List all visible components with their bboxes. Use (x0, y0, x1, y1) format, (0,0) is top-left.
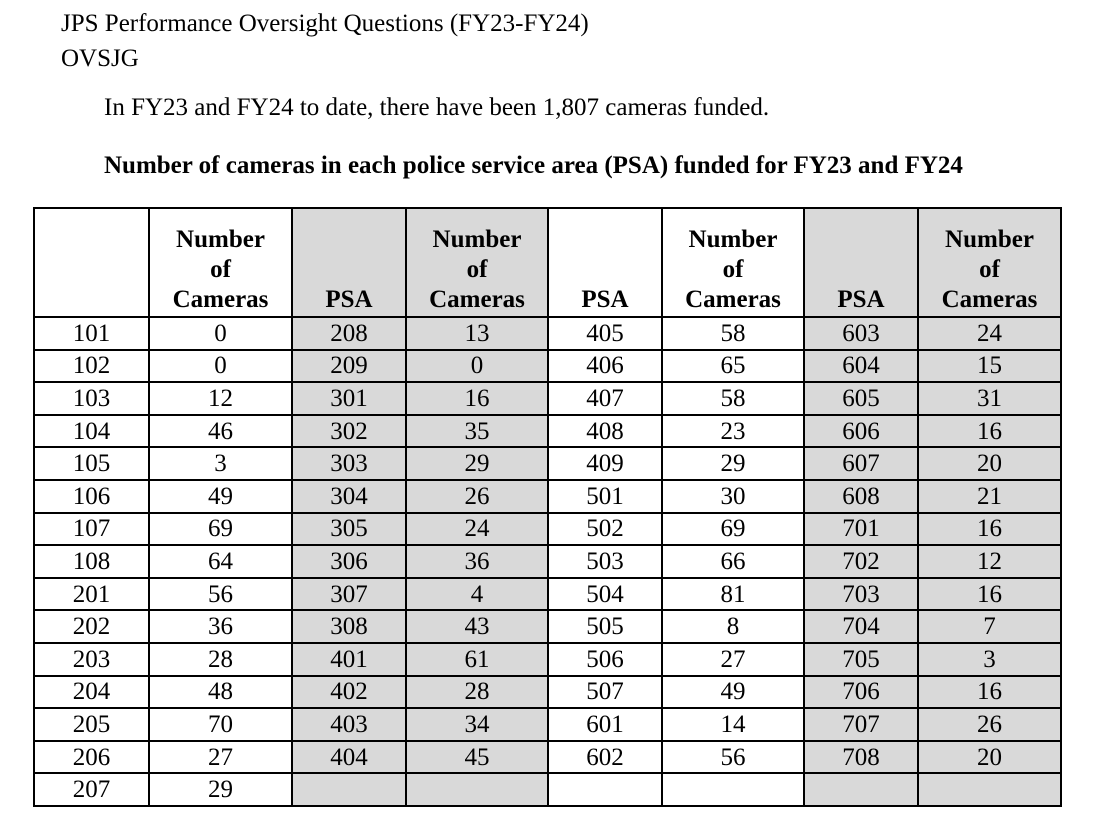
table-cell: 301 (292, 382, 406, 415)
header-cell: PSA (804, 208, 918, 317)
table-cell: 405 (548, 317, 662, 350)
table-cell: 306 (292, 545, 406, 578)
table-cell: 7 (918, 610, 1061, 643)
table-cell: 3 (918, 643, 1061, 676)
table-cell: 206 (34, 741, 149, 774)
table-cell: 106 (34, 480, 149, 513)
table-cell: 0 (149, 350, 292, 383)
intro-text: In FY23 and FY24 to date, there have been 1,807 cameras funded. (104, 94, 770, 121)
table-cell: 101 (34, 317, 149, 350)
table-cell: 202 (34, 610, 149, 643)
header-cell (34, 208, 149, 317)
table-cell: 69 (662, 513, 804, 546)
table-cell: 65 (662, 350, 804, 383)
table-cell: 605 (804, 382, 918, 415)
table-cell: 407 (548, 382, 662, 415)
header-cell: PSA (292, 208, 406, 317)
table-cell: 36 (149, 610, 292, 643)
document-title: JPS Performance Oversight Questions (FY23-FY24) (61, 10, 589, 37)
table-cell: 105 (34, 447, 149, 480)
table-cell: 66 (662, 545, 804, 578)
table-cell (804, 773, 918, 806)
table-cell: 208 (292, 317, 406, 350)
table-cell: 45 (406, 741, 548, 774)
table-cell: 606 (804, 415, 918, 448)
table-cell: 8 (662, 610, 804, 643)
table-body (34, 317, 1061, 806)
table-row (34, 317, 1061, 350)
table-cell: 16 (406, 382, 548, 415)
table-cell: 707 (804, 708, 918, 741)
table-cell: 81 (662, 578, 804, 611)
table-cell: 205 (34, 708, 149, 741)
table-cell: 102 (34, 350, 149, 383)
table-cell: 403 (292, 708, 406, 741)
table-cell: 14 (662, 708, 804, 741)
table-cell: 27 (662, 643, 804, 676)
table-cell: 29 (662, 447, 804, 480)
table-cell: 20 (918, 741, 1061, 774)
table-cell: 504 (548, 578, 662, 611)
table-cell (292, 773, 406, 806)
table-cell: 46 (149, 415, 292, 448)
table-cell: 307 (292, 578, 406, 611)
table-cell: 209 (292, 350, 406, 383)
table-cell: 303 (292, 447, 406, 480)
table-row (34, 773, 1061, 806)
table-cell: 4 (406, 578, 548, 611)
header-cell: Number of Cameras (918, 208, 1061, 317)
table-cell: 56 (149, 578, 292, 611)
table-cell: 703 (804, 578, 918, 611)
camera-table (33, 207, 1062, 807)
table-cell: 49 (662, 676, 804, 709)
table-cell: 69 (149, 513, 292, 546)
table-row (34, 350, 1061, 383)
table-cell: 35 (406, 415, 548, 448)
table-cell: 409 (548, 447, 662, 480)
table-cell: 308 (292, 610, 406, 643)
table-row (34, 545, 1061, 578)
table-cell: 61 (406, 643, 548, 676)
table-cell: 58 (662, 382, 804, 415)
table-cell: 16 (918, 578, 1061, 611)
table-row (34, 676, 1061, 709)
table-cell: 43 (406, 610, 548, 643)
table-cell: 20 (918, 447, 1061, 480)
table-cell: 30 (662, 480, 804, 513)
table-cell: 16 (918, 676, 1061, 709)
table-cell: 507 (548, 676, 662, 709)
table-cell: 401 (292, 643, 406, 676)
table-cell: 503 (548, 545, 662, 578)
table-cell: 104 (34, 415, 149, 448)
table-cell: 26 (406, 480, 548, 513)
header-cell: Number of Cameras (149, 208, 292, 317)
table-cell: 406 (548, 350, 662, 383)
table-cell: 207 (34, 773, 149, 806)
table-row (34, 578, 1061, 611)
table-cell: 608 (804, 480, 918, 513)
table-cell: 708 (804, 741, 918, 774)
table-row (34, 741, 1061, 774)
table-cell: 408 (548, 415, 662, 448)
table-cell: 16 (918, 513, 1061, 546)
table-cell: 601 (548, 708, 662, 741)
table-cell: 23 (662, 415, 804, 448)
table-cell: 704 (804, 610, 918, 643)
table-cell: 103 (34, 382, 149, 415)
table-cell: 302 (292, 415, 406, 448)
table-cell: 506 (548, 643, 662, 676)
table-cell: 24 (406, 513, 548, 546)
table-cell: 24 (918, 317, 1061, 350)
table-row (34, 610, 1061, 643)
table-cell: 28 (149, 643, 292, 676)
table-header-row (34, 208, 1061, 317)
table-cell: 29 (149, 773, 292, 806)
table-cell: 702 (804, 545, 918, 578)
table-cell: 21 (918, 480, 1061, 513)
header-cell: Number of Cameras (662, 208, 804, 317)
table-cell: 603 (804, 317, 918, 350)
table-cell: 56 (662, 741, 804, 774)
table-cell: 49 (149, 480, 292, 513)
table-cell: 58 (662, 317, 804, 350)
table-cell: 13 (406, 317, 548, 350)
table-cell: 28 (406, 676, 548, 709)
table-cell: 64 (149, 545, 292, 578)
table-cell: 501 (548, 480, 662, 513)
table-cell: 29 (406, 447, 548, 480)
table-cell: 34 (406, 708, 548, 741)
table-cell: 27 (149, 741, 292, 774)
table-cell: 701 (804, 513, 918, 546)
table-cell: 402 (292, 676, 406, 709)
table-cell: 12 (918, 545, 1061, 578)
table-cell: 15 (918, 350, 1061, 383)
table-cell (662, 773, 804, 806)
table-cell: 31 (918, 382, 1061, 415)
table-cell: 204 (34, 676, 149, 709)
table-cell: 705 (804, 643, 918, 676)
table-cell: 26 (918, 708, 1061, 741)
table-cell: 0 (406, 350, 548, 383)
table-cell: 108 (34, 545, 149, 578)
table-cell: 602 (548, 741, 662, 774)
table-cell (918, 773, 1061, 806)
table-cell: 12 (149, 382, 292, 415)
table-cell: 70 (149, 708, 292, 741)
table-cell: 607 (804, 447, 918, 480)
table-cell: 505 (548, 610, 662, 643)
table-cell: 404 (292, 741, 406, 774)
table-row (34, 447, 1061, 480)
table-cell: 706 (804, 676, 918, 709)
organization-name: OVSJG (61, 45, 139, 72)
table-cell: 305 (292, 513, 406, 546)
table-cell: 203 (34, 643, 149, 676)
table-cell: 304 (292, 480, 406, 513)
table-cell: 48 (149, 676, 292, 709)
table-row (34, 643, 1061, 676)
header-cell: Number of Cameras (406, 208, 548, 317)
table-row (34, 513, 1061, 546)
table-row (34, 708, 1061, 741)
table-cell: 604 (804, 350, 918, 383)
table-cell: 16 (918, 415, 1061, 448)
table-row (34, 415, 1061, 448)
table-caption: Number of cameras in each police service area (PSA) funded for FY23 and FY24 (104, 152, 963, 179)
table-row (34, 382, 1061, 415)
table-cell (406, 773, 548, 806)
table-cell: 36 (406, 545, 548, 578)
table-cell: 201 (34, 578, 149, 611)
header-cell: PSA (548, 208, 662, 317)
table-cell: 0 (149, 317, 292, 350)
table-row (34, 480, 1061, 513)
table-cell: 107 (34, 513, 149, 546)
table-cell: 502 (548, 513, 662, 546)
table-cell: 3 (149, 447, 292, 480)
table-cell (548, 773, 662, 806)
